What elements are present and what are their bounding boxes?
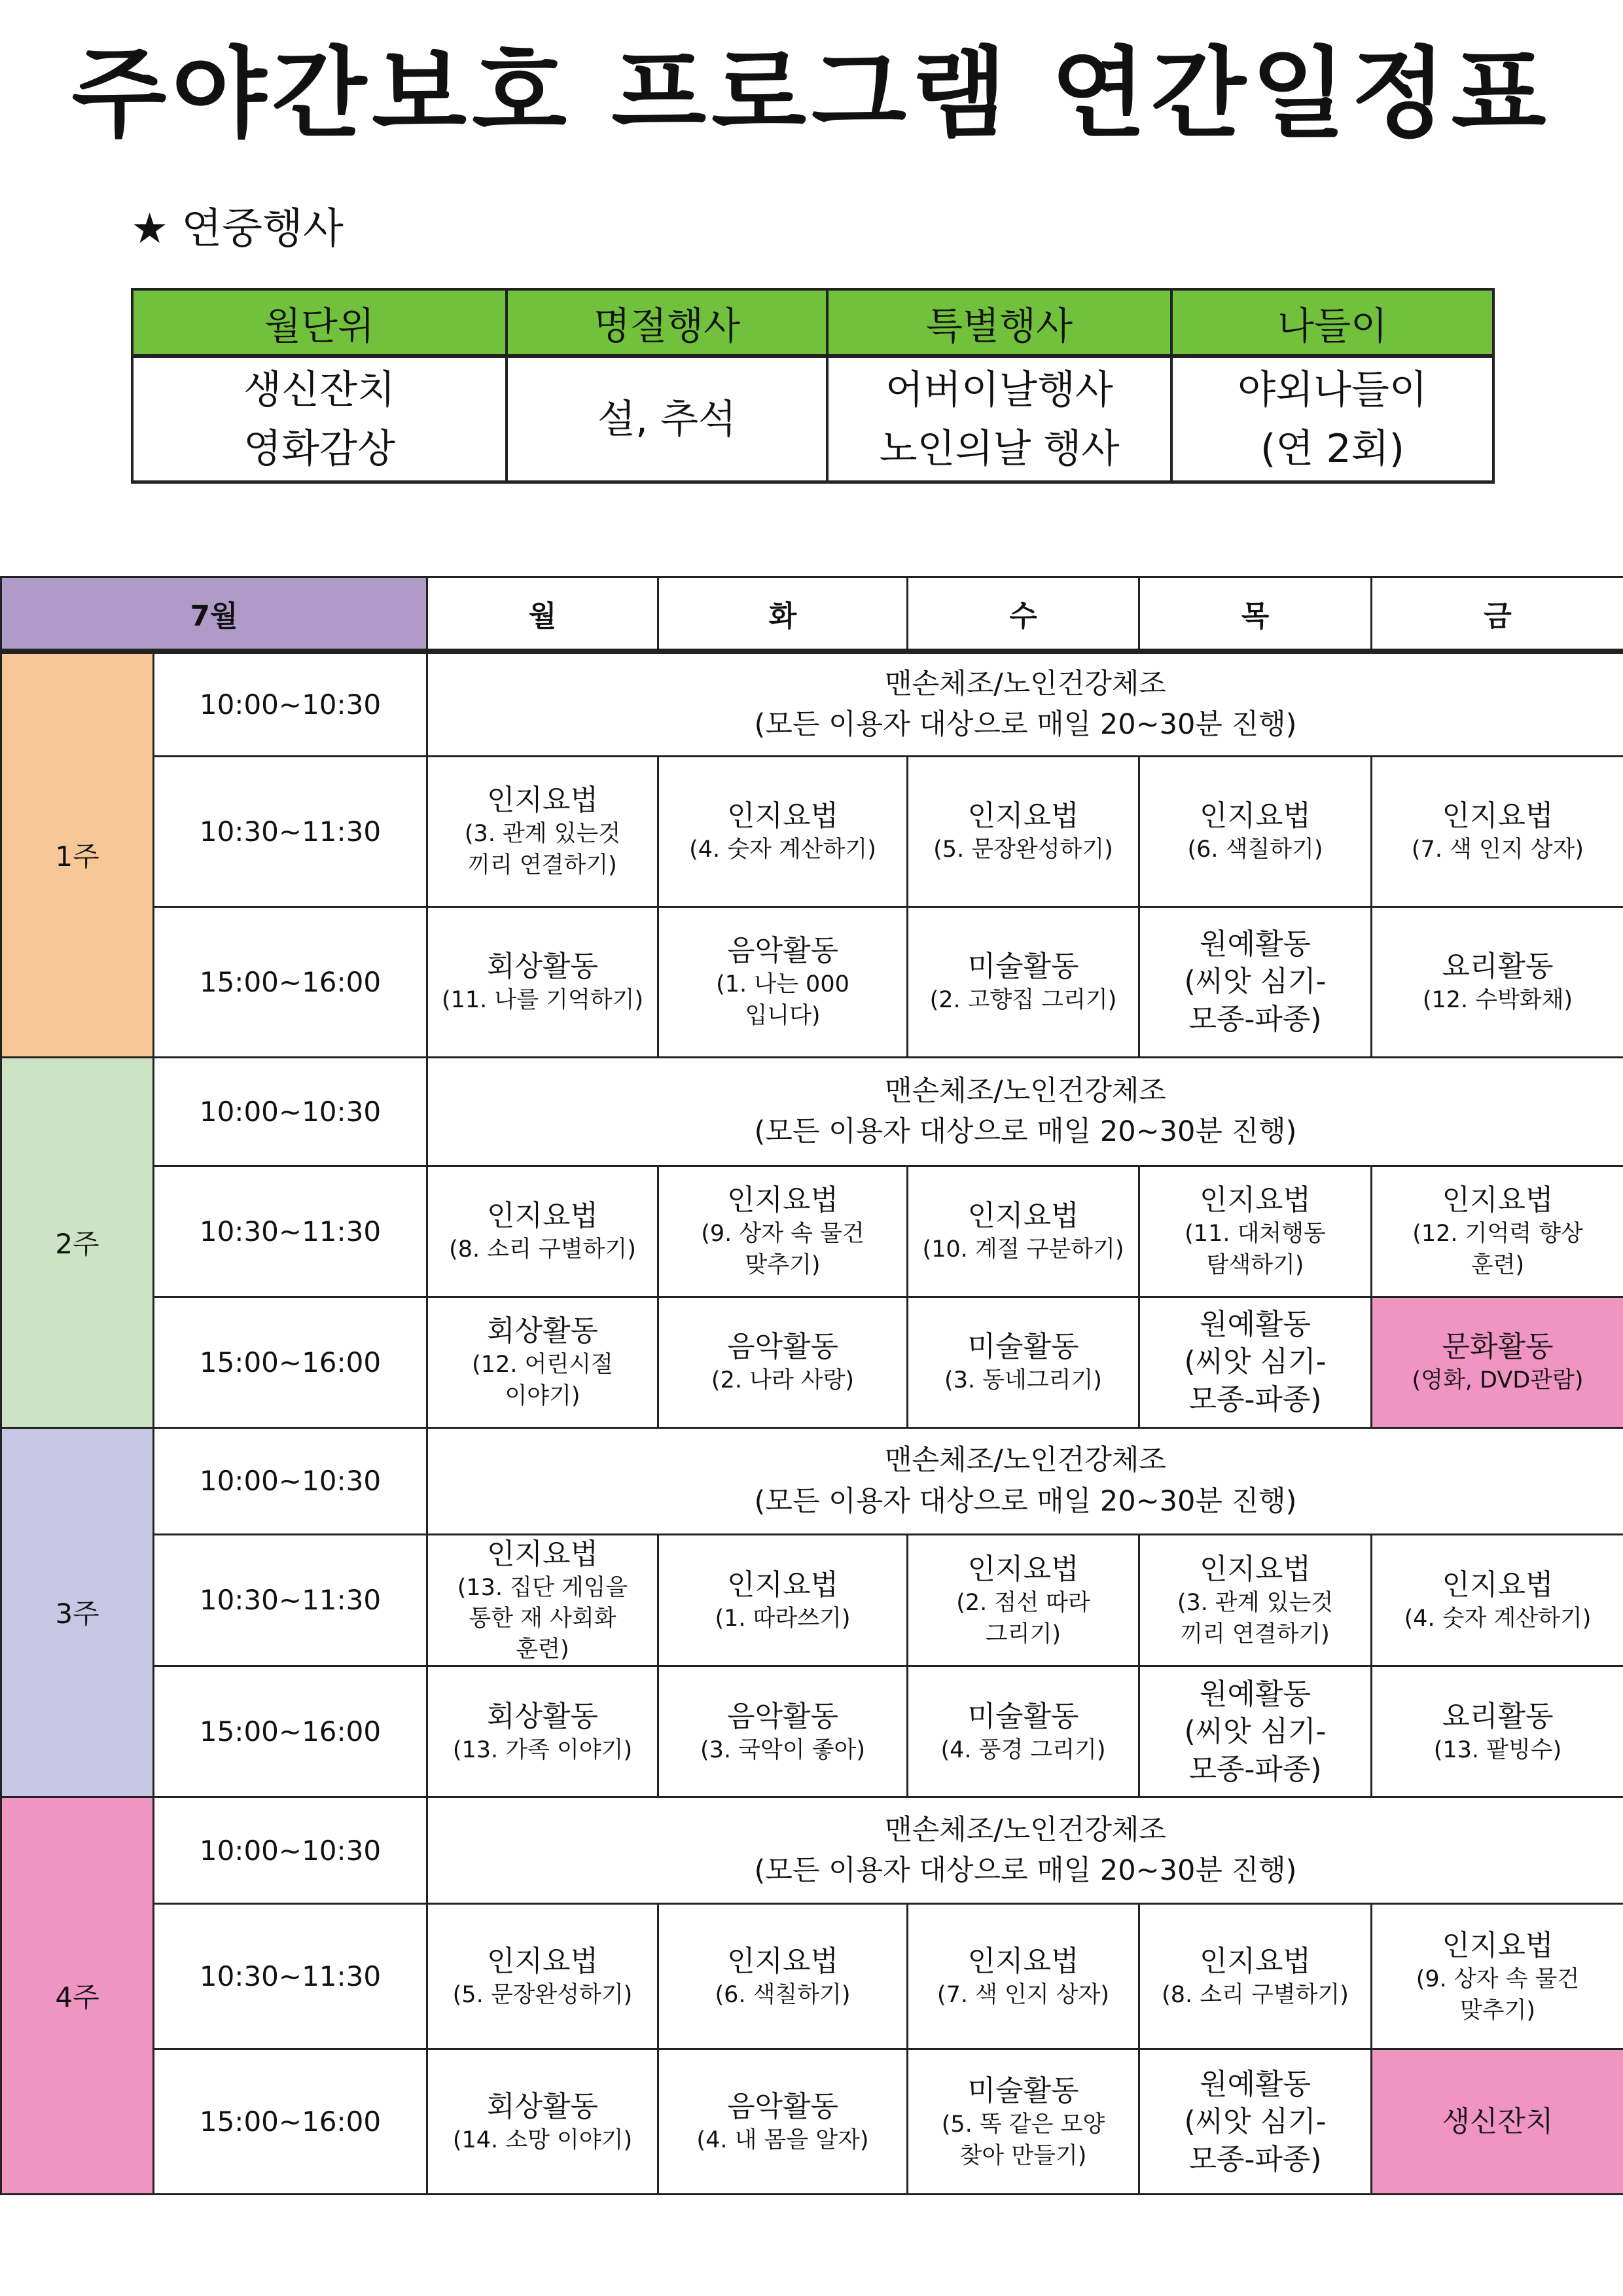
activity-name: 인지요법 (967, 1198, 1079, 1232)
activity-cell (658, 1166, 908, 1297)
schedule-header-row (1, 577, 1623, 652)
activity-detail: (9. 상자 속 물건 (701, 1221, 865, 1247)
activity-detail: (영화, DVD관람) (1412, 1367, 1584, 1393)
day-header-tue: 화 (658, 577, 908, 652)
activity-name: 인지요법 (1442, 1929, 1554, 1963)
activity-detail: (1. 따라쓰기) (715, 1605, 851, 1632)
activity-name: 음악활동 (726, 2089, 838, 2123)
activity-detail: (4. 내 몸을 알자) (696, 2126, 869, 2153)
activity-cell (658, 2049, 908, 2195)
activity-cell (427, 756, 658, 906)
activity-cell (1372, 1166, 1623, 1297)
activity-name: 미술활동 (967, 949, 1079, 983)
daily-exercise-cell (427, 1057, 1623, 1166)
activity-name: 원예활동 (1199, 2068, 1311, 2102)
week-row-afternoon (1, 1666, 1623, 1797)
activity-name: 인지요법 (486, 1537, 598, 1571)
activity-detail: 그리기) (985, 1621, 1061, 1647)
activity-detail: (12. 기억력 향상 (1412, 1221, 1583, 1247)
activity-detail: 모종-파종) (1188, 1752, 1322, 1786)
events-line: 어버이날행사 (885, 367, 1113, 413)
activity-detail: 통한 재 사회화 (469, 1605, 616, 1632)
activity-cell (658, 756, 908, 906)
time-slot: 15:00~16:00 (154, 1666, 427, 1797)
events-line: 노인의날 행사 (879, 425, 1120, 472)
events-line: 야외나들이 (1238, 367, 1427, 413)
activity-name: 인지요법 (726, 1183, 838, 1217)
activity-name: 회상활동 (486, 1314, 598, 1348)
activity-detail: 끼리 연결하기) (468, 852, 617, 878)
activity-cell (427, 1166, 658, 1297)
daily-exercise-cell (427, 651, 1623, 756)
day-header-thu: 목 (1139, 577, 1372, 652)
activity-cell (1139, 1904, 1372, 2049)
activity-detail: (5. 똑 같은 모양 (941, 2111, 1105, 2138)
activity-cell (658, 1666, 908, 1797)
activity-name: 인지요법 (967, 798, 1079, 833)
activity-name: 인지요법 (1199, 798, 1311, 833)
activity-name: 미술활동 (967, 1699, 1079, 1733)
activity-detail: 훈련) (516, 1636, 569, 1663)
activity-cell (908, 756, 1139, 906)
week-row-afternoon (1, 2049, 1623, 2195)
activity-cell (1139, 1297, 1372, 1427)
activity-detail: (7. 색 인지 상자) (936, 1981, 1110, 2008)
week-row-exercise (1, 1427, 1623, 1534)
activity-detail: (6. 색칠하기) (1187, 836, 1323, 863)
activity-detail: (2. 고향집 그리기) (929, 986, 1117, 1013)
activity-cell (658, 1904, 908, 2049)
schedule-body (1, 651, 1623, 2195)
activity-detail: (6. 색칠하기) (715, 1981, 851, 2008)
activity-detail: (9. 상자 속 물건 (1416, 1966, 1580, 1993)
activity-name: 인지요법 (726, 1568, 838, 1602)
activity-cell (908, 1666, 1139, 1797)
activity-detail: 맞추기) (1459, 1997, 1536, 2024)
events-cell-holiday (507, 356, 827, 482)
activity-name: 회상활동 (486, 949, 598, 983)
exercise-note: (모든 이용자 대상으로 매일 20~30분 진행) (754, 1854, 1297, 1888)
activity-detail: 이야기) (505, 1382, 580, 1409)
activity-detail: (12. 어린시절 (472, 1352, 613, 1378)
activity-detail: (10. 계절 구분하기) (922, 1236, 1124, 1263)
week-label: 3주 (1, 1427, 154, 1797)
events-heading-text: 연중행사 (181, 205, 344, 253)
activity-detail: 입니다) (745, 1002, 821, 1029)
activity-cell (1372, 1904, 1623, 2049)
activity-cell (1139, 756, 1372, 906)
activity-detail: (8. 소리 구별하기) (449, 1236, 636, 1263)
week-row-morning (1, 1904, 1623, 2049)
week-row-morning (1, 756, 1623, 906)
events-header-monthly: 월단위 (132, 289, 507, 356)
activity-name: 인지요법 (1442, 798, 1554, 833)
activity-cell (658, 906, 908, 1057)
activity-name: 생신잔치 (1442, 2105, 1554, 2139)
activity-detail: (씨앗 심기- (1184, 965, 1327, 999)
activity-cell (1139, 2049, 1372, 2195)
activity-cell (1139, 1534, 1372, 1666)
events-cell-monthly (132, 356, 507, 482)
activity-name: 인지요법 (967, 1552, 1079, 1587)
activity-detail: 탐색하기) (1206, 1251, 1304, 1278)
activity-name: 문화활동 (1442, 1329, 1554, 1363)
activity-cell (1372, 906, 1623, 1057)
time-slot: 10:30~11:30 (154, 756, 427, 906)
activity-name: 인지요법 (726, 798, 838, 833)
activity-name: 인지요법 (486, 783, 598, 817)
activity-detail: (씨앗 심기- (1184, 1345, 1327, 1379)
activity-detail: (13. 팥빙수) (1433, 1736, 1562, 1763)
activity-name: 인지요법 (1199, 1552, 1311, 1587)
events-header-holiday: 명절행사 (507, 289, 827, 356)
activity-name: 인지요법 (967, 1944, 1079, 1978)
time-slot: 10:00~10:30 (154, 651, 427, 756)
activity-cell (427, 2049, 658, 2195)
time-slot: 15:00~16:00 (154, 1297, 427, 1427)
activity-cell (1372, 756, 1623, 906)
events-header-row (132, 289, 1493, 356)
activity-detail: (7. 색 인지 상자) (1411, 836, 1584, 863)
activity-detail: 맞추기) (745, 1251, 821, 1278)
week-row-afternoon (1, 1297, 1623, 1427)
events-cell-special (827, 356, 1171, 482)
activity-name: 원예활동 (1199, 927, 1311, 961)
activity-name: 인지요법 (1442, 1568, 1554, 1602)
activity-detail: (씨앗 심기- (1184, 2105, 1327, 2139)
day-header-fri: 금 (1372, 577, 1623, 652)
activity-name: 미술활동 (967, 1329, 1079, 1363)
activity-name: 회상활동 (486, 1699, 598, 1733)
activity-detail: (3. 관계 있는것 (464, 821, 621, 848)
activity-name: 회상활동 (486, 2089, 598, 2123)
daily-exercise-cell (427, 1797, 1623, 1904)
activity-detail: (2. 점선 따라 (956, 1590, 1090, 1617)
activity-detail: (1. 나는 000 (716, 971, 849, 998)
daily-exercise-cell (427, 1427, 1623, 1534)
time-slot: 10:00~10:30 (154, 1427, 427, 1534)
time-slot: 10:00~10:30 (154, 1797, 427, 1904)
activity-cell (658, 1297, 908, 1427)
time-slot: 15:00~16:00 (154, 906, 427, 1057)
activity-name: 원예활동 (1199, 1677, 1311, 1712)
week-row-exercise (1, 1057, 1623, 1166)
activity-detail: (5. 문장완성하기) (452, 1981, 633, 2008)
page-title: 주야간보호 프로그램 연간일정표 (71, 37, 1552, 151)
activity-cell (908, 1297, 1139, 1427)
star-icon: ★ (131, 205, 169, 253)
events-body-row (132, 356, 1493, 482)
annual-events-table (131, 288, 1495, 484)
activity-detail: (4. 숫자 계산하기) (689, 836, 876, 863)
activity-cell (427, 906, 658, 1057)
activity-name: 인지요법 (1442, 1183, 1554, 1217)
exercise-name: 맨손체조/노인건강체조 (885, 1814, 1166, 1847)
activity-cell (1372, 1666, 1623, 1797)
events-heading (131, 205, 344, 253)
exercise-note: (모든 이용자 대상으로 매일 20~30분 진행) (754, 1115, 1297, 1148)
activity-name: 음악활동 (726, 934, 838, 968)
activity-cell (658, 1534, 908, 1666)
day-header-wed: 수 (908, 577, 1139, 652)
activity-detail: 모종-파종) (1188, 1382, 1322, 1416)
events-line: (연 2회) (1260, 425, 1404, 472)
activity-cell (908, 1166, 1139, 1297)
exercise-name: 맨손체조/노인건강체조 (885, 1444, 1166, 1477)
events-header-special: 특별행사 (827, 289, 1171, 356)
events-line: 영화감상 (243, 425, 395, 472)
week-label: 4주 (1, 1797, 154, 2195)
activity-cell (427, 1904, 658, 2049)
week-row-morning (1, 1534, 1623, 1666)
week-row-morning (1, 1166, 1623, 1297)
time-slot: 10:30~11:30 (154, 1534, 427, 1666)
activity-cell (1372, 1534, 1623, 1666)
events-header-outing: 나들이 (1171, 289, 1493, 356)
events-line: 생신잔치 (243, 367, 395, 413)
time-slot: 15:00~16:00 (154, 2049, 427, 2195)
activity-name: 음악활동 (726, 1699, 838, 1733)
activity-detail: (12. 수박화채) (1422, 986, 1573, 1013)
activity-name: 인지요법 (486, 1944, 598, 1978)
activity-detail: (13. 집단 게임을 (457, 1574, 628, 1601)
activity-name: 인지요법 (1199, 1944, 1311, 1978)
activity-detail: 끼리 연결하기) (1181, 1621, 1330, 1647)
weekly-schedule-table (0, 576, 1623, 2195)
exercise-note: (모든 이용자 대상으로 매일 20~30분 진행) (754, 708, 1297, 742)
activity-cell (1372, 1297, 1623, 1427)
activity-cell (1139, 906, 1372, 1057)
exercise-note: (모든 이용자 대상으로 매일 20~30분 진행) (754, 1484, 1297, 1518)
activity-cell (1139, 1166, 1372, 1297)
activity-detail: (3. 관계 있는것 (1177, 1590, 1334, 1617)
activity-name: 요리활동 (1442, 1699, 1554, 1733)
week-row-exercise (1, 1797, 1623, 1904)
activity-detail: 모종-파종) (1188, 1002, 1322, 1036)
events-cell-outing (1171, 356, 1493, 482)
activity-cell (1139, 1666, 1372, 1797)
week-row-exercise (1, 651, 1623, 756)
time-slot: 10:30~11:30 (154, 1166, 427, 1297)
activity-cell (908, 2049, 1139, 2195)
exercise-name: 맨손체조/노인건강체조 (885, 1074, 1166, 1107)
activity-detail: 모종-파종) (1188, 2142, 1322, 2176)
activity-detail: (2. 나라 사랑) (711, 1367, 855, 1393)
activity-cell (1372, 2049, 1623, 2195)
activity-detail: (3. 동네그리기) (944, 1367, 1102, 1393)
activity-name: 인지요법 (726, 1944, 838, 1978)
activity-detail: (13. 가족 이야기) (452, 1736, 633, 1763)
activity-detail: 훈련) (1471, 1251, 1525, 1278)
activity-detail: (11. 나를 기억하기) (441, 986, 644, 1013)
exercise-name: 맨손체조/노인건강체조 (885, 667, 1166, 700)
week-label: 2주 (1, 1057, 154, 1427)
activity-cell (908, 1904, 1139, 2049)
activity-detail: (3. 국악이 좋아) (700, 1736, 865, 1763)
activity-name: 요리활동 (1442, 949, 1554, 983)
time-slot: 10:00~10:30 (154, 1057, 427, 1166)
activity-name: 음악활동 (726, 1329, 838, 1363)
activity-name: 미술활동 (967, 2074, 1079, 2108)
activity-detail: (5. 문장완성하기) (933, 836, 1113, 863)
events-line: 설, 추석 (597, 396, 737, 442)
activity-cell (908, 1534, 1139, 1666)
activity-cell (427, 1666, 658, 1797)
activity-cell (427, 1534, 658, 1666)
activity-name: 인지요법 (1199, 1183, 1311, 1217)
activity-detail: (씨앗 심기- (1184, 1715, 1327, 1749)
activity-cell (908, 906, 1139, 1057)
time-slot: 10:30~11:30 (154, 1904, 427, 2049)
activity-detail: (8. 소리 구별하기) (1162, 1981, 1349, 2008)
day-header-mon: 월 (427, 577, 658, 652)
activity-name: 인지요법 (486, 1198, 598, 1232)
activity-detail: (14. 소망 이야기) (452, 2126, 633, 2153)
activity-detail: (11. 대처행동 (1185, 1221, 1326, 1247)
activity-detail: (4. 숫자 계산하기) (1404, 1605, 1592, 1632)
week-label: 1주 (1, 651, 154, 1057)
activity-detail: (4. 풍경 그리기) (940, 1736, 1106, 1763)
activity-detail: 찾아 만들기) (959, 2142, 1087, 2169)
month-header: 7월 (1, 577, 427, 652)
activity-cell (427, 1297, 658, 1427)
week-row-afternoon (1, 906, 1623, 1057)
activity-name: 원예활동 (1199, 1308, 1311, 1342)
